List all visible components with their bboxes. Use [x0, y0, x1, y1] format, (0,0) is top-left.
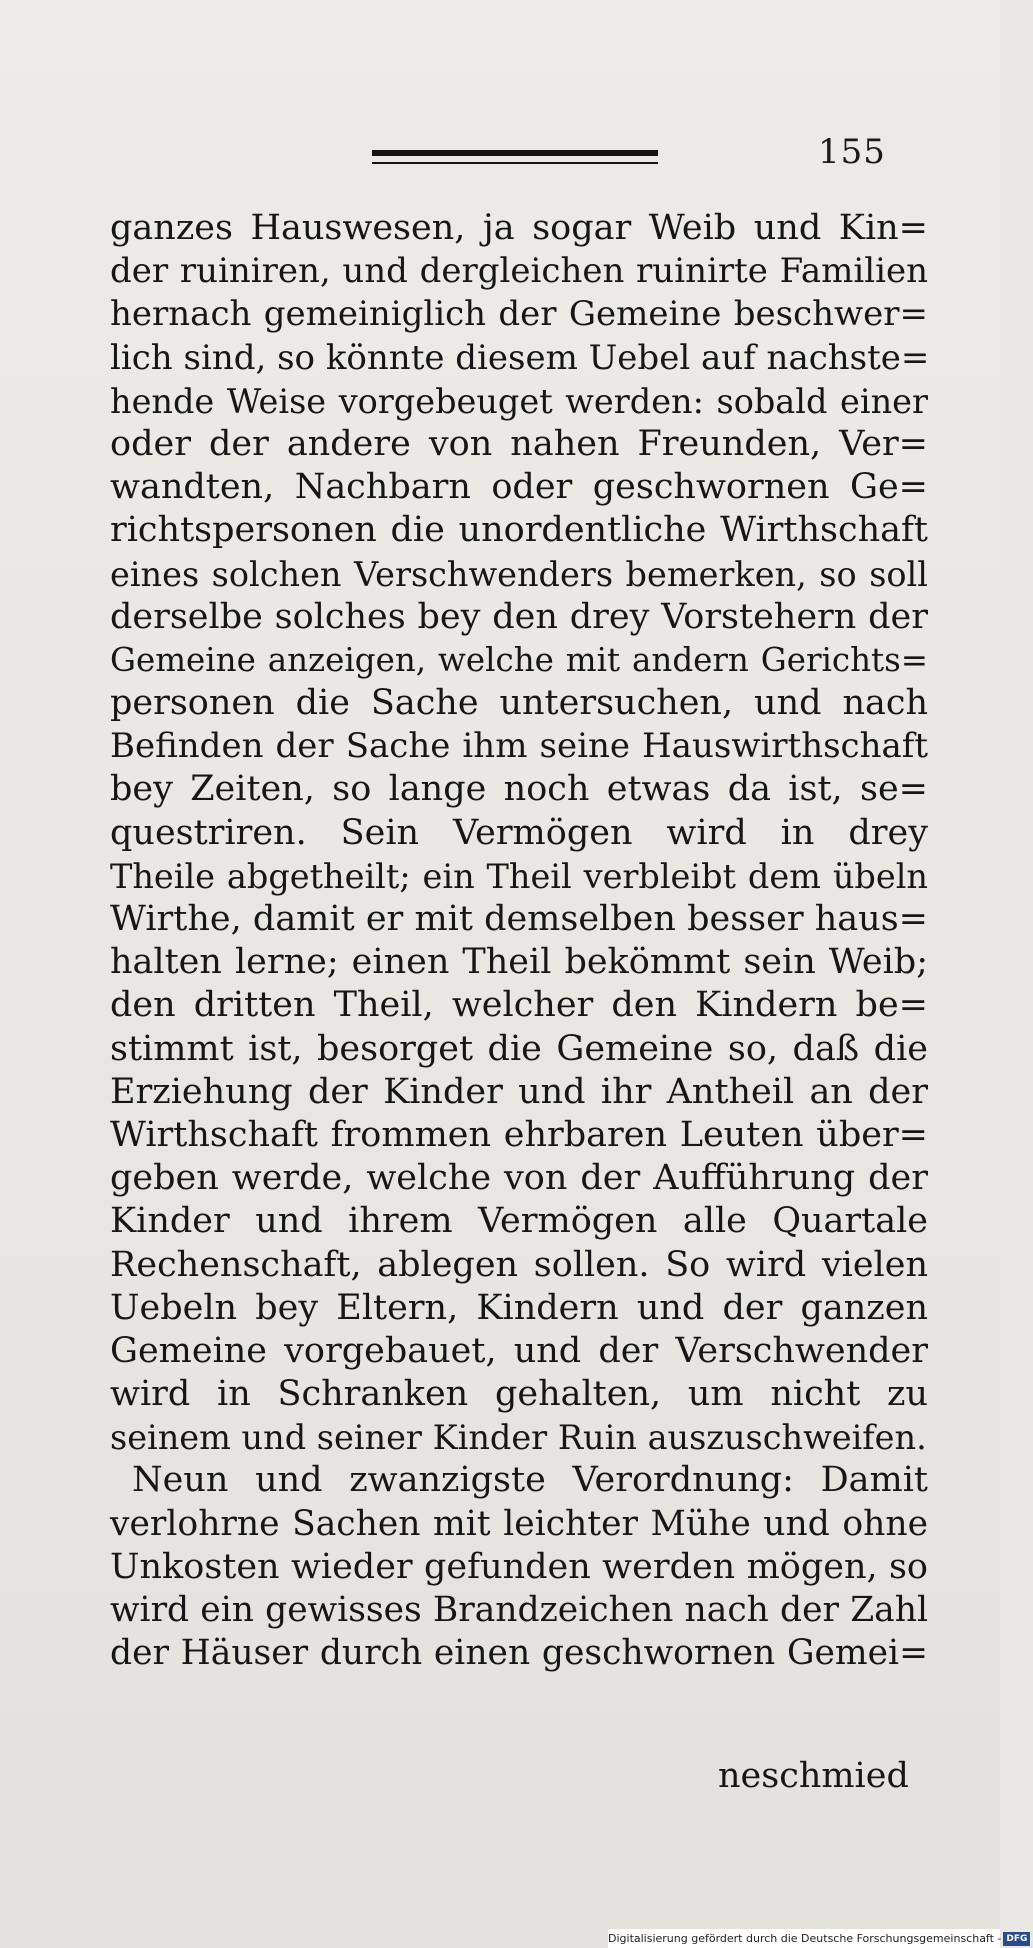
text-line: der Häuser durch einen geschwornen Gemei= — [110, 1633, 928, 1674]
text-line: Kinder und ihrem Vermögen alle Quartale — [110, 1201, 928, 1242]
text-line: Rechenschaft, ablegen sollen. So wird vielen — [110, 1244, 928, 1285]
catchword: neschmied — [718, 1756, 909, 1796]
text-line: hernach gemeiniglich der Gemeine beschwer= — [110, 294, 928, 335]
text-line: Erziehung der Kinder und ihr Antheil an der — [110, 1071, 928, 1112]
text-line: den dritten Theil, welcher den Kindern be= — [110, 985, 928, 1026]
text-line: derselbe solches bey den drey Vorstehern der — [110, 596, 928, 637]
dfg-logo-icon: DFG — [1003, 1932, 1030, 1946]
text-line: Theile abgetheilt; ein Theil verbleibt dem übeln — [110, 856, 928, 896]
text-line: Befinden der Sache ihm seine Hauswirthschaft — [110, 726, 928, 767]
text-line: Wirthschaft frommen ehrbaren Leuten über= — [110, 1114, 928, 1155]
digitization-footer — [608, 1929, 1028, 1948]
text-line: Uebeln bey Eltern, Kindern und der ganzen — [110, 1287, 928, 1328]
text-line: Unkosten wieder gefunden werden mögen, so — [110, 1546, 928, 1587]
text-line: oder der andere von nahen Freunden, Ver= — [110, 423, 928, 464]
text-line: Neun und zwanzigste Verordnung: Damit — [132, 1460, 928, 1501]
header-rule — [372, 150, 658, 164]
text-line: questriren. Sein Vermögen wird in drey — [110, 812, 928, 853]
text-line: geben werde, welche von der Aufführung der — [110, 1158, 928, 1199]
body-text — [110, 207, 928, 1675]
text-line: Gemeine anzeigen, welche mit andern Gerichts= — [110, 640, 928, 679]
text-line: stimmt ist, besorget die Gemeine so, daß die — [110, 1028, 928, 1069]
text-line: Gemeine vorgebauet, und der Verschwender — [110, 1330, 928, 1371]
text-line: lich sind, so könnte diesem Uebel auf nachste= — [110, 337, 930, 378]
text-line: der ruiniren, und dergleichen ruinirte Familien — [110, 251, 928, 292]
text-line: personen die Sache untersuchen, und nach — [110, 683, 928, 724]
footer-text: Digitalisierung gefördert durch die Deutsche Forschungsgemeinschaft - — [608, 1932, 1002, 1945]
text-line: richtspersonen die unordentliche Wirthschaft — [110, 510, 928, 551]
text-line: wird in Schranken gehalten, um nicht zu — [110, 1374, 928, 1415]
text-line: bey Zeiten, so lange noch etwas da ist, se= — [110, 769, 928, 810]
text-line: verlohrne Sachen mit leichter Mühe und ohne — [110, 1503, 928, 1544]
page-number: 155 — [818, 132, 886, 172]
text-line: wird ein gewisses Brandzeichen nach der Zahl — [110, 1590, 928, 1630]
text-line: halten lerne; einen Theil bekömmt sein Weib; — [110, 942, 928, 983]
text-line: ganzes Hauswesen, ja sogar Weib und Kin= — [110, 208, 928, 248]
text-line: hende Weise vorgebeuget werden: sobald einer — [110, 381, 928, 421]
text-line: seinem und seiner Kinder Ruin auszuschweifen. — [110, 1418, 927, 1458]
text-line: Wirthe, damit er mit demselben besser haus= — [110, 899, 928, 939]
text-line: eines solchen Verschwenders bemerken, so soll — [110, 554, 928, 594]
text-line: wandten, Nachbarn oder geschwornen Ge= — [110, 467, 928, 508]
